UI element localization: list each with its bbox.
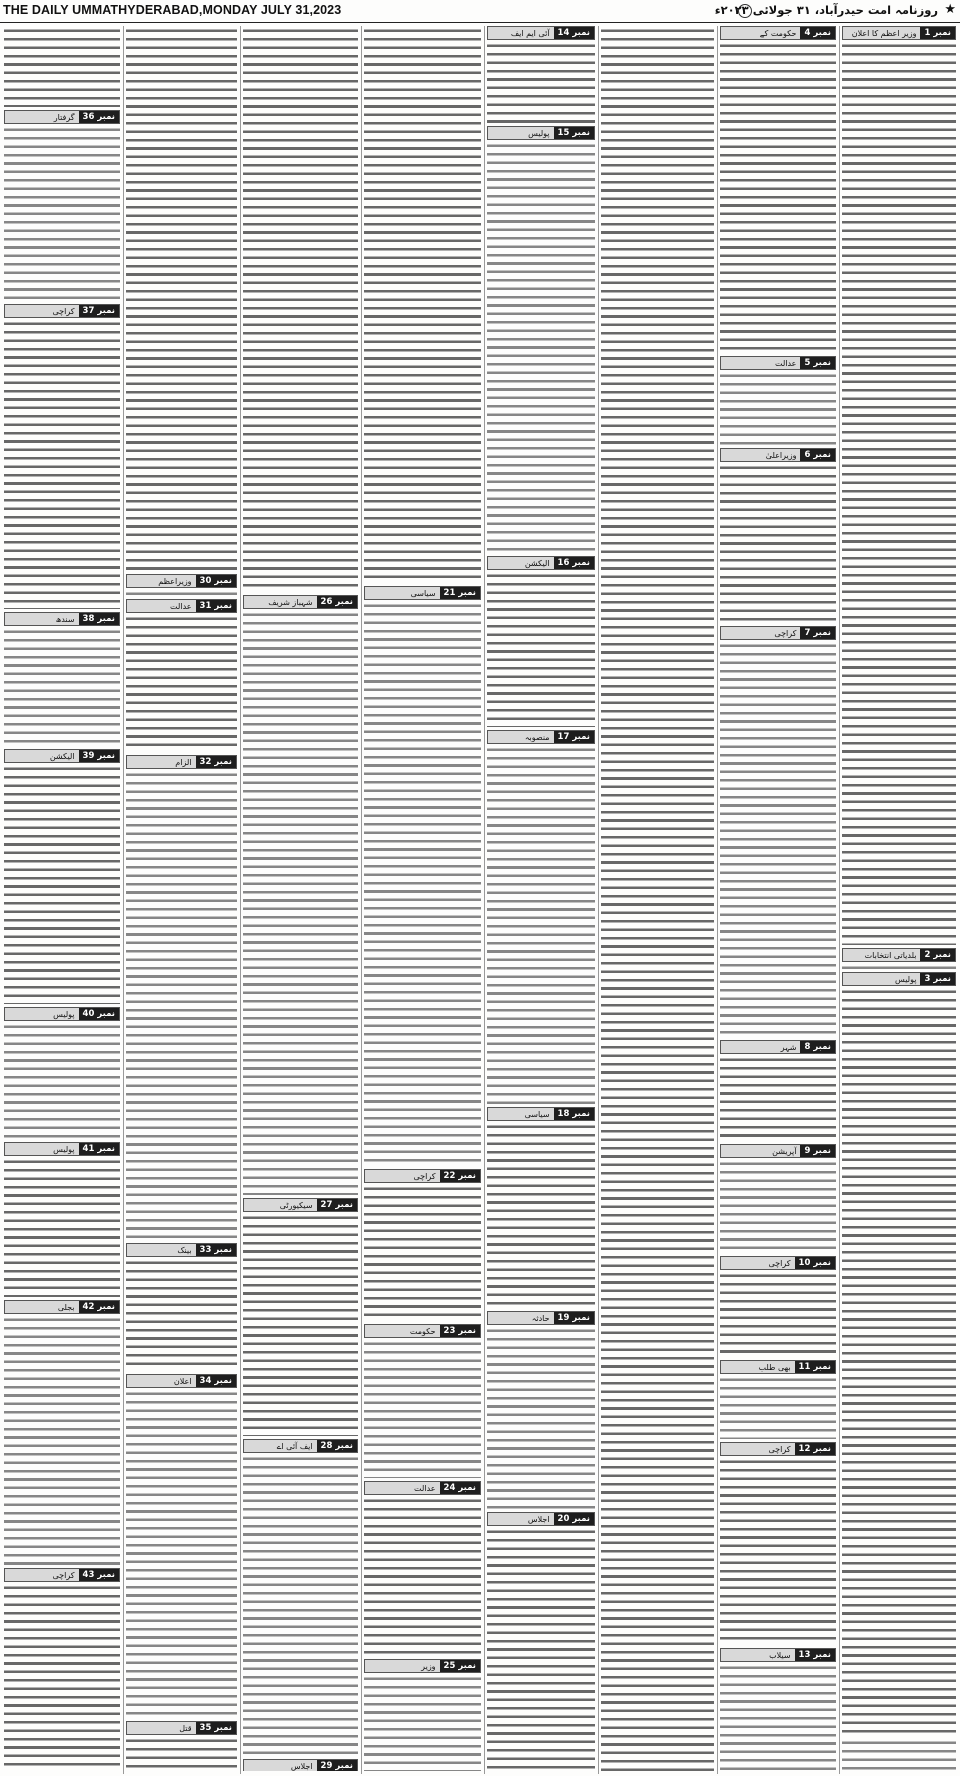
news-item-number: نمبر 37 [79, 305, 119, 317]
news-item-body-text [4, 764, 120, 1004]
news-item-header [720, 26, 836, 40]
news-item-header [487, 556, 595, 570]
news-item [364, 1169, 481, 1321]
news-item-body-text [243, 1213, 358, 1436]
news-item [487, 730, 595, 1104]
news-item-body-text [842, 963, 956, 969]
news-item-headline: عدالت [721, 357, 800, 369]
news-item-body-text [126, 26, 237, 571]
news-item-body-text [487, 41, 595, 123]
news-item-body-text [842, 41, 956, 945]
news-item-header [720, 1360, 836, 1374]
news-item-header [4, 110, 120, 124]
star-icon: ★ [944, 2, 956, 17]
news-item [487, 556, 595, 727]
news-item-body-text [720, 641, 836, 1037]
news-item-header [4, 1300, 120, 1314]
news-item-number: نمبر 3 [920, 973, 955, 985]
news-item-headline: وزیر [365, 1660, 440, 1672]
news-item [4, 612, 120, 746]
news-item [842, 26, 956, 945]
news-item-header [4, 304, 120, 318]
news-item-number: نمبر 7 [800, 627, 835, 639]
news-item-header [243, 1198, 358, 1212]
news-item [364, 586, 481, 1166]
news-item [720, 1040, 836, 1141]
news-item-header [720, 448, 836, 462]
news-column [718, 26, 838, 1774]
news-item [4, 1300, 120, 1565]
news-item-body-text [487, 1527, 595, 1771]
news-item-headline: گرفتار [5, 111, 79, 123]
column-divider [839, 26, 840, 1774]
news-item-headline: منصوبہ [488, 731, 554, 743]
news-item [487, 1512, 595, 1771]
news-item-body-text [720, 41, 836, 353]
news-item-number: نمبر 11 [795, 1361, 835, 1373]
news-item-headline: بجلی [5, 1301, 79, 1313]
news-item [126, 599, 237, 752]
news-item [487, 1107, 595, 1308]
news-column [840, 26, 958, 1774]
news-item-number: نمبر 13 [795, 1649, 835, 1661]
news-item [720, 1648, 836, 1771]
news-item-header [4, 749, 120, 763]
news-item-headline: الزام [127, 756, 196, 768]
news-item-header [364, 1659, 481, 1673]
news-item-body-text [4, 125, 120, 301]
news-item-number: نمبر 16 [554, 557, 594, 569]
news-item-header [720, 1648, 836, 1662]
news-item-number: نمبر 1 [920, 27, 955, 39]
news-item-body-text [4, 1315, 120, 1565]
news-item-body-text [126, 1736, 237, 1771]
news-item-header [4, 612, 120, 626]
news-item-body-text [126, 1258, 237, 1371]
news-item-headline: کراچی [5, 305, 79, 317]
news-item [720, 1360, 836, 1439]
news-item [842, 948, 956, 969]
news-item [243, 26, 358, 592]
news-item-body-text [364, 1674, 481, 1771]
news-item-body-text [720, 1663, 836, 1771]
news-item [720, 1442, 836, 1645]
news-item-number: نمبر 9 [800, 1145, 835, 1157]
news-item-number: نمبر 24 [440, 1482, 480, 1494]
news-item-number: نمبر 5 [800, 357, 835, 369]
news-item-number: نمبر 31 [196, 600, 236, 612]
news-item-body-text [364, 1339, 481, 1478]
news-item [4, 749, 120, 1004]
news-item-headline: سیکیورٹی [244, 1199, 317, 1211]
news-item-body-text [4, 627, 120, 746]
news-item-headline: حادثہ [488, 1312, 554, 1324]
news-item-body-text [487, 1326, 595, 1509]
news-item-header [720, 1442, 836, 1456]
news-item [364, 1324, 481, 1478]
news-item-body-text [4, 26, 120, 107]
news-item-headline: کراچی [5, 1569, 79, 1581]
news-item-headline: قتل [127, 1722, 196, 1734]
news-item-headline: کراچی [365, 1170, 440, 1182]
news-item-body-text [364, 26, 481, 583]
news-item-body-text [4, 1022, 120, 1139]
news-item-number: نمبر 22 [440, 1170, 480, 1182]
news-item-number: نمبر 20 [554, 1513, 594, 1525]
news-item-number: نمبر 19 [554, 1312, 594, 1324]
news-item-header [364, 1324, 481, 1338]
news-item-headline: آپریشن [721, 1145, 800, 1157]
news-item [4, 1568, 120, 1771]
news-item [126, 755, 237, 1240]
news-item-body-text [720, 1159, 836, 1253]
news-item-headline: حکومت کے [721, 27, 800, 39]
news-column [241, 26, 360, 1774]
news-item-number: نمبر 39 [79, 750, 119, 762]
news-item-headline: عدالت [365, 1482, 440, 1494]
news-item [4, 110, 120, 301]
news-item-number: نمبر 42 [79, 1301, 119, 1313]
news-item [364, 1481, 481, 1656]
news-item-header [126, 1374, 237, 1388]
news-item-headline: سیلاب [721, 1649, 795, 1661]
news-item [720, 448, 836, 623]
news-item-number: نمبر 25 [440, 1660, 480, 1672]
news-item [487, 1311, 595, 1509]
news-item-number: نمبر 2 [920, 949, 955, 961]
news-item-header [364, 586, 481, 600]
news-item-body-text [4, 1583, 120, 1771]
news-item [601, 26, 714, 1771]
news-item-header [720, 356, 836, 370]
news-column [124, 26, 239, 1774]
news-item-header [364, 1169, 481, 1183]
masthead [0, 0, 960, 23]
news-item [720, 356, 836, 445]
news-item-number: نمبر 15 [554, 127, 594, 139]
news-item-number: نمبر 21 [440, 587, 480, 599]
news-item-body-text [126, 1389, 237, 1718]
news-item-header [364, 1481, 481, 1495]
news-item-header [842, 26, 956, 40]
masthead-urdu-title: روزنامہ امت حیدرآباد، ۳۱ جولائی ۲۰۲۳ء [714, 3, 938, 17]
news-item-headline: اعلان [127, 1375, 196, 1387]
news-item-header [126, 755, 237, 769]
news-item-body-text [364, 1496, 481, 1656]
news-item-header [4, 1142, 120, 1156]
news-item-header [487, 1311, 595, 1325]
news-item-number: نمبر 43 [79, 1569, 119, 1581]
news-item-number: نمبر 36 [79, 111, 119, 123]
news-item [243, 1198, 358, 1436]
column-divider [484, 26, 485, 1774]
news-item [720, 26, 836, 353]
news-item-body-text [487, 571, 595, 727]
news-item-body-text [601, 26, 714, 1771]
news-item-number: نمبر 14 [554, 27, 594, 39]
news-item-header [126, 1721, 237, 1735]
news-item-headline: پولیس [843, 973, 920, 985]
news-item-headline: سیاسی [365, 587, 440, 599]
news-item-header [126, 1243, 237, 1257]
news-item-headline: کراچی [721, 1257, 795, 1269]
news-column [362, 26, 483, 1774]
news-item-headline: شہر [721, 1041, 800, 1053]
news-item-body-text [487, 1122, 595, 1308]
news-item [487, 26, 595, 123]
news-item [487, 126, 595, 553]
news-item-number: نمبر 41 [79, 1143, 119, 1155]
news-item-header [487, 1107, 595, 1121]
news-item [842, 972, 956, 1735]
news-item-body-text [4, 1157, 120, 1297]
news-item [4, 304, 120, 609]
news-item-body-text [364, 1184, 481, 1321]
news-item-body-text [720, 1055, 836, 1141]
news-item-number: نمبر 27 [317, 1199, 357, 1211]
news-item-header [243, 1439, 358, 1453]
news-item-body-text [487, 745, 595, 1104]
news-item-headline: وزیر اعظم کا اعلان [843, 27, 920, 39]
column-divider [240, 26, 241, 1774]
news-item-body-text [243, 1454, 358, 1756]
news-item-headline: سندھ [5, 613, 79, 625]
news-item-body-text [4, 319, 120, 609]
news-item-headline: پولیس [5, 1008, 79, 1020]
news-item-number: نمبر 30 [196, 575, 236, 587]
news-item [720, 1256, 836, 1357]
news-item-number: نمبر 35 [196, 1722, 236, 1734]
news-item-header [720, 626, 836, 640]
news-item [243, 1439, 358, 1756]
news-item-header [243, 1759, 358, 1771]
news-item-headline: الیکشن [5, 750, 79, 762]
news-item-header [4, 1007, 120, 1021]
news-item-header [720, 1040, 836, 1054]
news-item-number: نمبر 32 [196, 756, 236, 768]
news-item-body-text [720, 1457, 836, 1645]
news-item [126, 1721, 237, 1771]
news-column [485, 26, 597, 1774]
news-item [4, 26, 120, 107]
masthead-english-title: THE DAILY UMMATHYDERABAD,MONDAY JULY 31,2023 [3, 3, 342, 17]
news-item-headline: اجلاس [244, 1760, 317, 1771]
news-item-headline: بینک [127, 1244, 196, 1256]
news-item-headline: کراچی [721, 1443, 795, 1455]
news-item-body-text [720, 1271, 836, 1357]
news-item-header [487, 1512, 595, 1526]
news-item-number: نمبر 28 [317, 1440, 357, 1452]
news-item-headline: وزیراعظم [127, 575, 196, 587]
news-item-body-text [842, 1738, 956, 1771]
news-item-number: نمبر 10 [795, 1257, 835, 1269]
news-item-headline: شہباز شریف [244, 596, 317, 608]
news-item-body-text [126, 770, 237, 1240]
news-item-number: نمبر 18 [554, 1108, 594, 1120]
news-item-number: نمبر 4 [800, 27, 835, 39]
news-item-number: نمبر 17 [554, 731, 594, 743]
news-item-number: نمبر 23 [440, 1325, 480, 1337]
news-item-body-text [364, 601, 481, 1166]
news-item-body-text [126, 614, 237, 752]
news-item-body-text [243, 610, 358, 1195]
news-item-body-text [720, 371, 836, 445]
news-item [720, 626, 836, 1037]
news-item [4, 1142, 120, 1297]
news-item [126, 574, 237, 596]
news-item-number: نمبر 8 [800, 1041, 835, 1053]
news-item-header [842, 948, 956, 962]
news-item-headline: اجلاس [488, 1513, 554, 1525]
news-item-headline: آئی ایم ایف [488, 27, 554, 39]
news-item-header [720, 1144, 836, 1158]
news-item [364, 1659, 481, 1771]
news-item-body-text [487, 141, 595, 553]
news-item-headline: پولیس [5, 1143, 79, 1155]
news-item-header [4, 1568, 120, 1582]
news-item-header [720, 1256, 836, 1270]
column-divider [361, 26, 362, 1774]
column-divider [717, 26, 718, 1774]
news-item-headline: الیکشن [488, 557, 554, 569]
news-item-headline: بلدیاتی انتخابات [843, 949, 920, 961]
news-item-number: نمبر 6 [800, 449, 835, 461]
news-item [126, 26, 237, 571]
news-item-headline: ایف آئی اے [244, 1440, 317, 1452]
news-item-number: نمبر 33 [196, 1244, 236, 1256]
news-item [4, 1007, 120, 1139]
news-item [126, 1374, 237, 1718]
news-column [599, 26, 716, 1774]
news-item-headline: حکومت [365, 1325, 440, 1337]
news-item-header [487, 126, 595, 140]
news-item-headline: بھی طلب [721, 1361, 795, 1373]
news-item-headline: سیاسی [488, 1108, 554, 1120]
news-item-body-text [720, 463, 836, 623]
news-item-headline: وزیراعلیٰ [721, 449, 800, 461]
news-item [720, 1144, 836, 1253]
news-item-body-text [720, 1375, 836, 1439]
news-item-body-text [842, 987, 956, 1735]
news-item-body-text [126, 589, 237, 596]
column-divider [598, 26, 599, 1774]
news-item-number: نمبر 26 [317, 596, 357, 608]
news-item [243, 1759, 358, 1771]
news-item-number: نمبر 40 [79, 1008, 119, 1020]
news-item-number: نمبر 29 [317, 1760, 357, 1771]
news-column [2, 26, 122, 1774]
news-item-number: نمبر 38 [79, 613, 119, 625]
news-item-header [243, 595, 358, 609]
news-item-headline: عدالت [127, 600, 196, 612]
news-item [842, 1738, 956, 1771]
news-item [126, 1243, 237, 1371]
news-item-headline: پولیس [488, 127, 554, 139]
news-columns [2, 26, 958, 1774]
news-item-body-text [243, 26, 358, 592]
news-item-header [842, 972, 956, 986]
news-item-header [126, 599, 237, 613]
news-item-header [487, 730, 595, 744]
news-item-header [487, 26, 595, 40]
news-item [243, 595, 358, 1195]
news-item-headline: کراچی [721, 627, 800, 639]
news-item-number: نمبر 12 [795, 1443, 835, 1455]
news-item [364, 26, 481, 583]
news-item-number: نمبر 34 [196, 1375, 236, 1387]
news-item-header [126, 574, 237, 588]
column-divider [123, 26, 124, 1774]
